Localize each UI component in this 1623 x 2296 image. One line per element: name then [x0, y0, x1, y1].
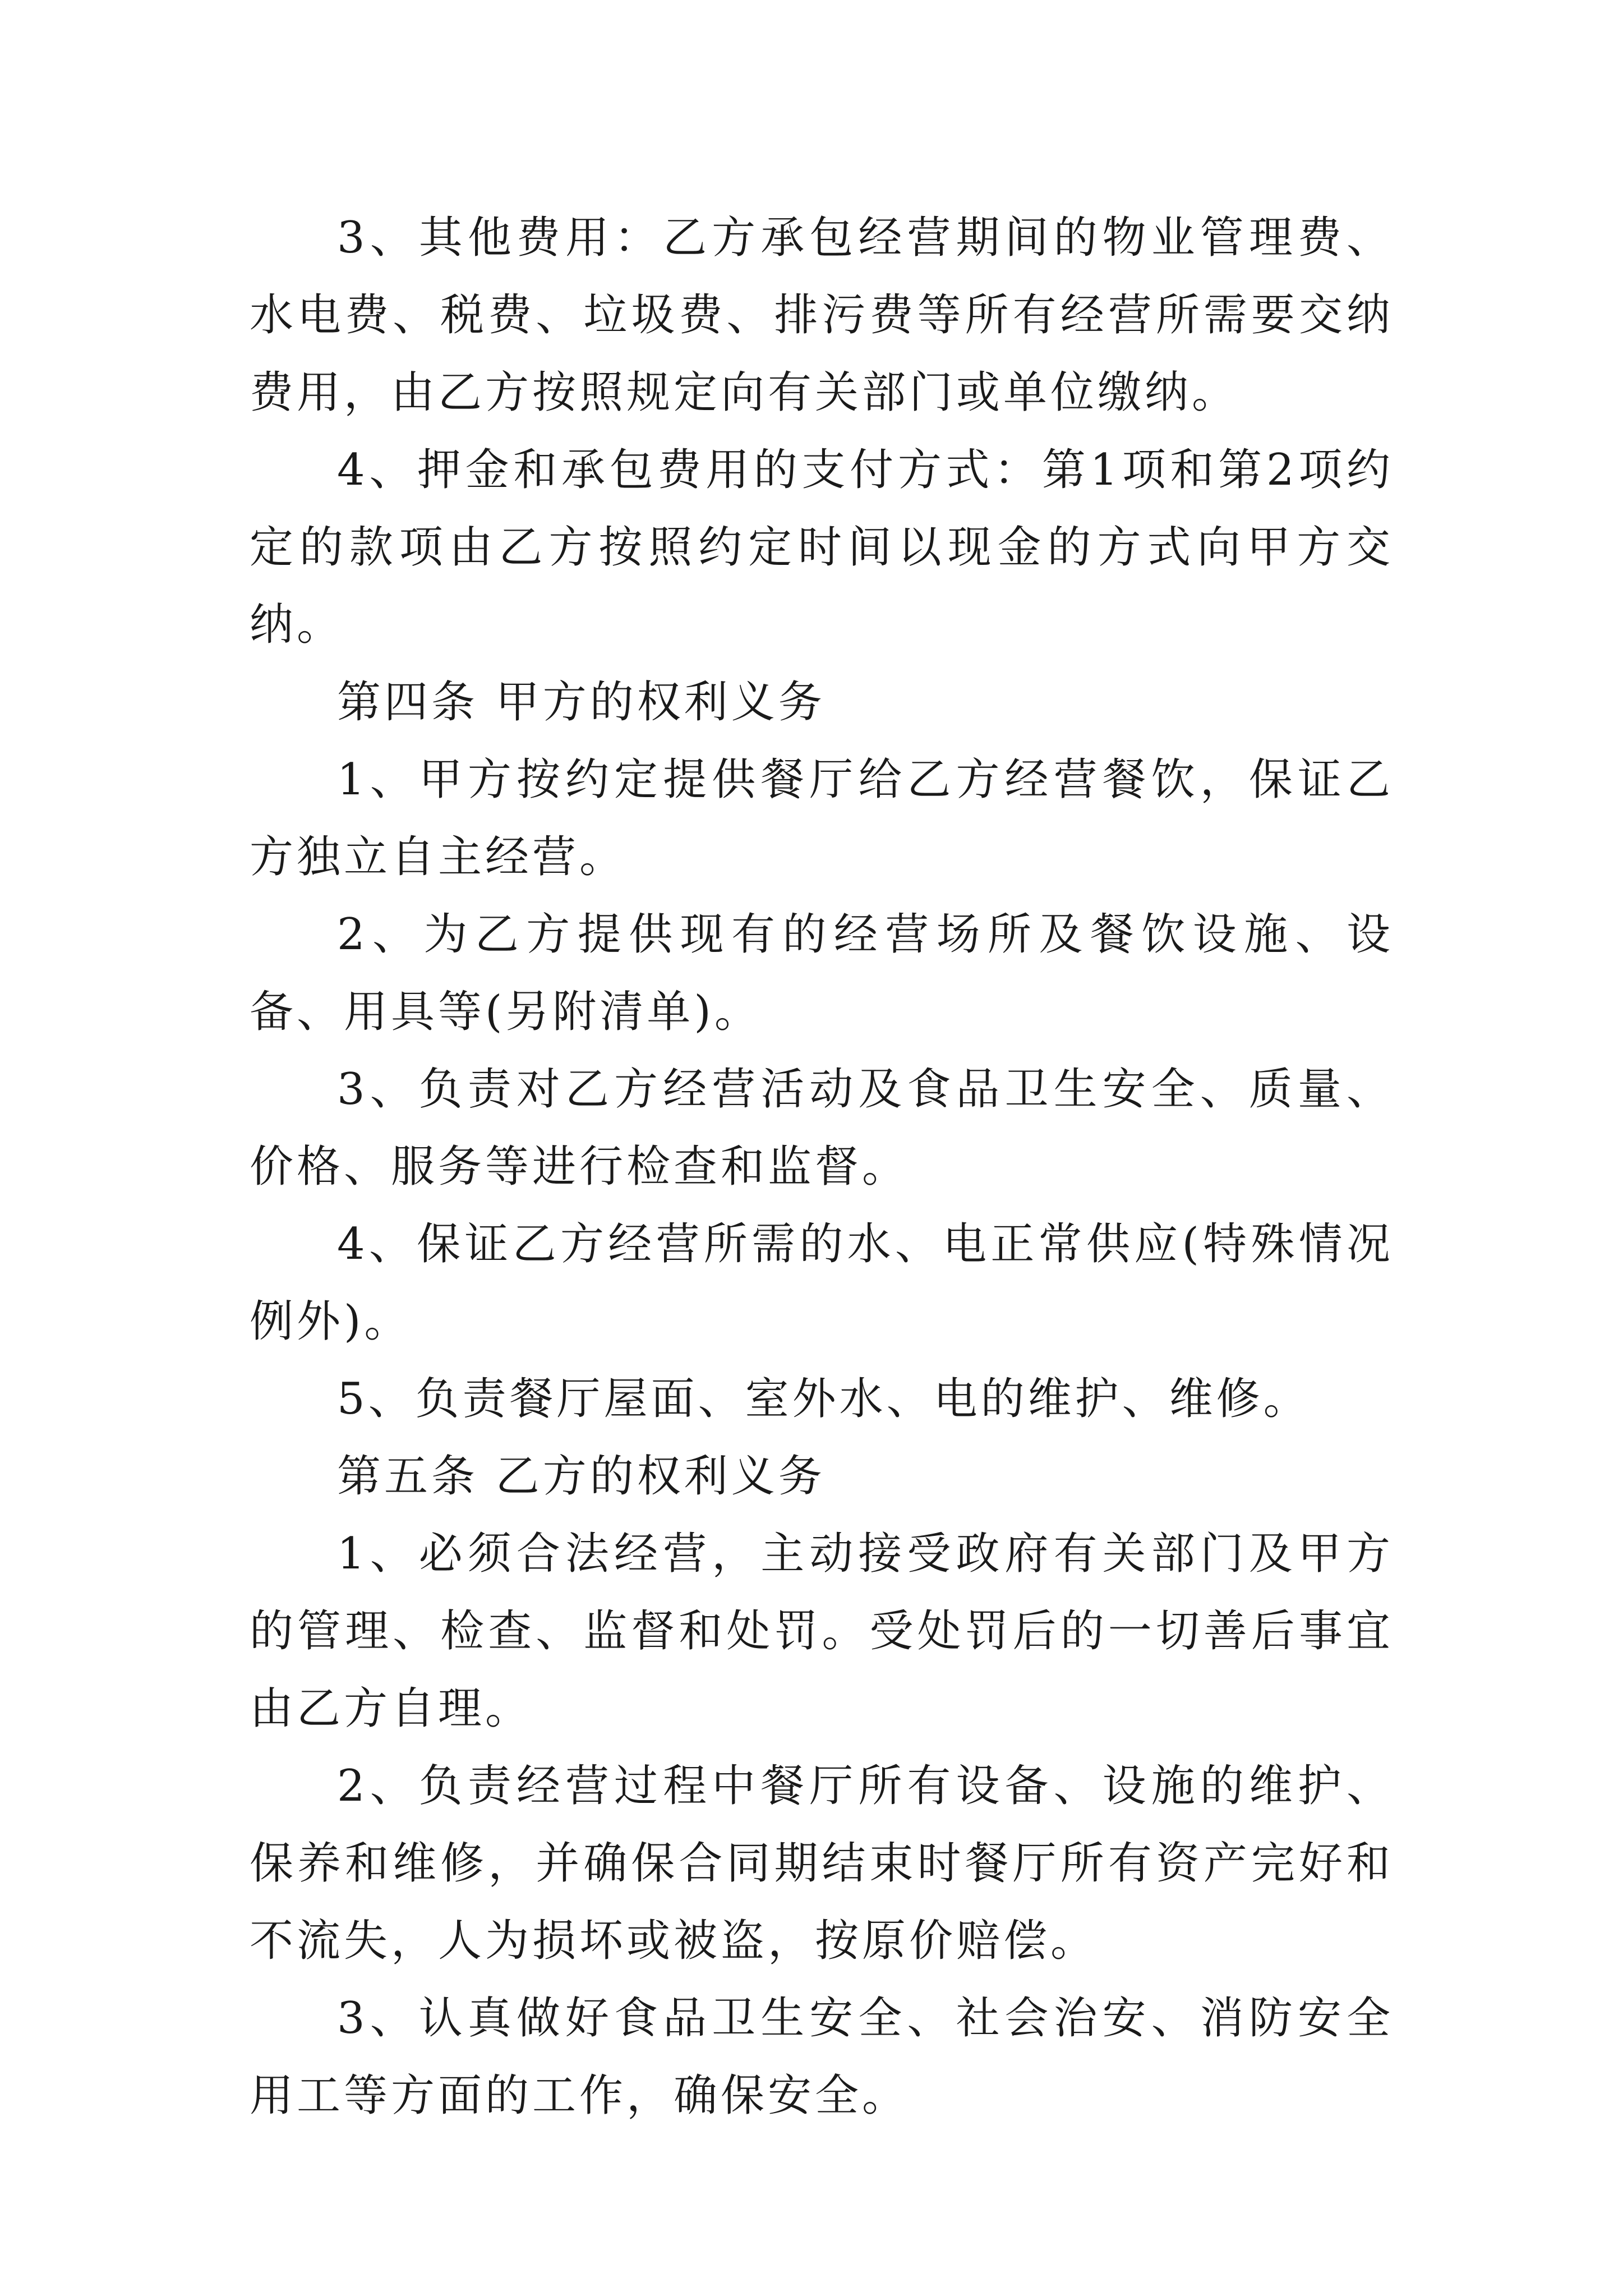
paragraph-article-4-item-2: 2、为乙方提供现有的经营场所及餐饮设施、设备、用具等(另附清单)。: [250, 909, 1394, 1037]
paragraph-article-5-item-3: 3、认真做好食品卫生安全、社会治安、消防安全用工等方面的工作，确保安全。: [250, 1993, 1394, 2121]
paragraph-article-4-item-1: 1、甲方按约定提供餐厅给乙方经营餐饮，保证乙方独立自主经营。: [250, 754, 1394, 882]
paragraph-article-4-item-5: 5、负责餐厅屋面、室外水、电的维护、维修。: [337, 1374, 1311, 1424]
paragraph-other-fees: 3、其他费用：乙方承包经营期间的物业管理费、水电费、税费、垃圾费、排污费等所有经营所需要交纳费用，由乙方按照规定向有关部门或单位缴纳。: [250, 213, 1394, 418]
section-heading-article-5: 第五条 乙方的权利义务: [337, 1451, 826, 1502]
document-body: [250, 199, 1394, 2134]
paragraph-article-5-item-1: 1、必须合法经营，主动接受政府有关部门及甲方的管理、检查、监督和处罚。受处罚后的一切善后事宜由乙方自理。: [250, 1529, 1394, 1734]
paragraph-article-4-item-3: 3、负责对乙方经营活动及食品卫生安全、质量、价格、服务等进行检查和监督。: [250, 1064, 1394, 1192]
paragraph-article-4-item-4: 4、保证乙方经营所需的水、电正常供应(特殊情况例外)。: [250, 1219, 1394, 1347]
paragraph-payment-method: 4、押金和承包费用的支付方式：第1项和第2项约定的款项由乙方按照约定时间以现金的方式向甲方交纳。: [250, 445, 1394, 650]
paragraph-article-5-item-2: 2、负责经营过程中餐厅所有设备、设施的维护、保养和维修，并确保合同期结束时餐厅所有资产完好和不流失，人为损坏或被盗，按原价赔偿。: [250, 1761, 1394, 1966]
section-heading-article-4: 第四条 甲方的权利义务: [337, 677, 826, 728]
